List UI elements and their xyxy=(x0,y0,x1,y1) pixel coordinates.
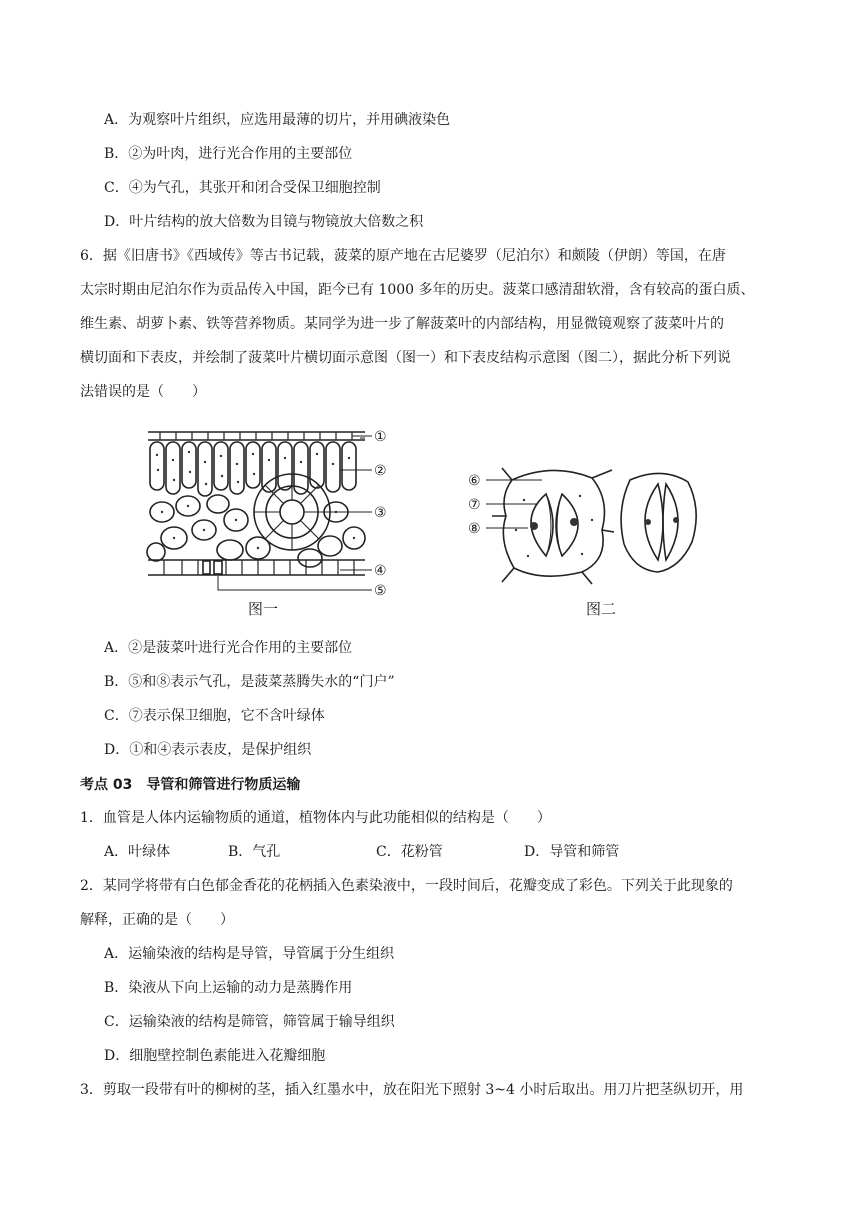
figure1-label-5: ⑤ xyxy=(374,583,387,599)
q5-option-a: A．为观察叶片组织，应选用最薄的切片，并用碘液染色 xyxy=(104,112,451,128)
s2-option-d: D．细胞壁控制色素能进入花瓣细胞 xyxy=(104,1048,326,1064)
figure1-label-4: ④ xyxy=(374,563,387,579)
figure2-label-6: ⑥ xyxy=(468,473,481,489)
figure1-label-3: ③ xyxy=(374,505,387,521)
s2-option-b: B．染液从下向上运输的动力是蒸腾作用 xyxy=(104,980,353,996)
s1-option-c: C．花粉管 xyxy=(376,844,443,860)
figure2-label-7: ⑦ xyxy=(468,497,481,513)
q5-option-c: C．④为气孔，其张开和闭合受保卫细胞控制 xyxy=(104,180,381,196)
figure1-label-1: ① xyxy=(374,429,387,445)
q6-option-a: A．②是菠菜叶进行光合作用的主要部位 xyxy=(104,640,353,656)
q6-option-b: B．⑤和⑧表示气孔，是菠菜蒸腾失水的“门户” xyxy=(104,674,395,690)
s1-option-a: A．叶绿体 xyxy=(104,844,171,860)
section-heading: 考点 03 导管和筛管进行物质运输 xyxy=(80,777,301,793)
s2-option-a: A．运输染液的结构是导管，导管属于分生组织 xyxy=(104,946,395,962)
s2-stem-line-1: 2．某同学将带有白色郁金香花的花柄插入色素染液中，一段时间后，花瓣变成了彩色。下列关于此现象的 xyxy=(80,878,733,894)
figure1-leaf-cross-section xyxy=(140,420,420,600)
s1-option-d: D．导管和筛管 xyxy=(524,844,620,860)
figure2-stomata xyxy=(462,460,712,590)
q6-stem-line-5: 法错误的是（ ） xyxy=(80,384,206,400)
q6-stem-line-3: 维生素、胡萝卜素、铁等营养物质。某同学为进一步了解菠菜叶的内部结构，用显微镜观察了菠菜叶片的 xyxy=(80,316,724,332)
q6-option-d: D．①和④表示表皮，是保护组织 xyxy=(104,742,312,758)
s3-stem: 3．剪取一段带有叶的柳树的茎，插入红墨水中，放在阳光下照射 3~4 小时后取出。用刀片把茎纵切开，用 xyxy=(80,1082,744,1098)
q5-option-d: D．叶片结构的放大倍数为目镜与物镜放大倍数之积 xyxy=(104,214,424,230)
s2-stem-line-2: 解释，正确的是（ ） xyxy=(80,912,234,928)
q5-option-b: B．②为叶肉，进行光合作用的主要部位 xyxy=(104,146,353,162)
s1-option-b: B．气孔 xyxy=(228,844,281,860)
s1-stem: 1．血管是人体内运输物质的通道，植物体内与此功能相似的结构是（ ） xyxy=(80,810,551,826)
figure1-label-2: ② xyxy=(374,463,387,479)
figure1-caption: 图一 xyxy=(248,600,279,618)
q6-stem-line-2: 太宗时期由尼泊尔作为贡品传入中国，距今已有 1000 多年的历史。菠菜口感清甜软滑，含有较高的蛋白质、 xyxy=(80,282,755,298)
q6-stem-line-1: 6．据《旧唐书》《西域传》等古书记载，菠菜的原产地在古尼婆罗（尼泊尔）和颇陵（伊朗）等国，在唐 xyxy=(80,248,726,264)
s2-option-c: C．运输染液的结构是筛管，筛管属于输导组织 xyxy=(104,1014,395,1030)
q6-stem-line-4: 横切面和下表皮，并绘制了菠菜叶片横切面示意图（图一）和下表皮结构示意图（图二），据此分析下列说 xyxy=(80,350,731,366)
figure2-caption: 图二 xyxy=(586,600,617,618)
q6-option-c: C．⑦表示保卫细胞，它不含叶绿体 xyxy=(104,708,325,724)
figure2-label-8: ⑧ xyxy=(468,521,481,537)
